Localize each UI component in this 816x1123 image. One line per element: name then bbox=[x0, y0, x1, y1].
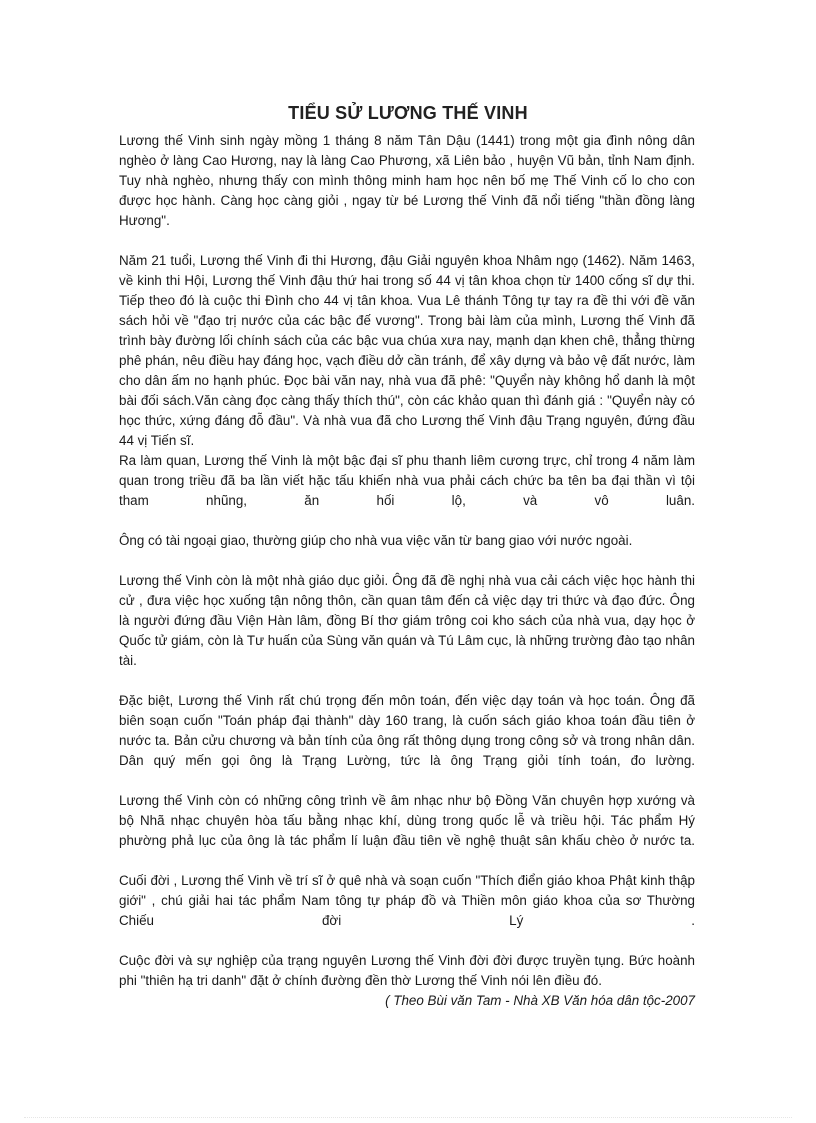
paragraph-education: Lương thế Vinh còn là một nhà giáo dục giỏi. Ông đã đề nghị nhà vua cải cách việc học hành thi cử , đưa việc học xuống tận nông thôn, cần quan tâm đến cả việc dạy tri thức và đạo đức. Ông là người đứng đầu Viện Hàn lâm, đồng Bí thơ giám trông coi kho sách của nhà vua, dạy học ở Quốc tử giám, còn là Tư huấn của Sùng văn quán và Tú Lâm cục, là những trường đào tạo nhân tài. bbox=[119, 573, 695, 668]
document-body bbox=[119, 131, 695, 1011]
paragraph-music: Lương thế Vinh còn có những công trình về âm nhạc như bộ Đồng Văn chuyên hợp xướng và bộ Nhã nhạc chuyên hòa tấu bằng nhạc khí, dùng trong quốc lễ và triều hội. Tác phẩm Hý phường phả lục của ông là tác phẩm lí luận đầu tiên về nghệ thuật sân khấu chèo ở nước ta. bbox=[119, 793, 695, 848]
paragraph-birth: Lương thế Vinh sinh ngày mồng 1 tháng 8 năm Tân Dậu (1441) trong một gia đình nông dân nghèo ở làng Cao Hương, nay là làng Cao Phương, xã Liên bảo , huyện Vũ bản, tỉnh Nam định. Tuy nhà nghèo, nhưng thấy con mình thông minh ham học nên bố mẹ Thế Vinh cố lo cho con được học hành. Càng học càng giỏi , ngay từ bé Lương thế Vinh đã nổi tiếng "thần đồng làng Hương". bbox=[119, 133, 695, 228]
page-bottom-divider bbox=[24, 1117, 792, 1118]
document-title: TIỂU SỬ LƯƠNG THẾ VINH bbox=[288, 103, 528, 123]
paragraph-official: Ra làm quan, Lương thế Vinh là một bậc đại sĩ phu thanh liêm cương trực, chỉ trong 4 năm làm quan trong triều đã ba lần viết hặc tấu khiến nhà vua phải cách chức ba tên ba đại thần vì tội tham nhũng, ăn hối lộ, và vô luân. bbox=[119, 453, 695, 508]
paragraph-retirement: Cuối đời , Lương thế Vinh về trí sĩ ở quê nhà và soạn cuốn "Thích điển giáo khoa Phật kinh thập giới" , chú giải hai tác phẩm Nam tông tự pháp đồ và Thiền môn giáo khoa của sơ Thường Chiếu đời Lý . bbox=[119, 873, 695, 928]
paragraph-mathematics: Đặc biệt, Lương thế Vinh rất chú trọng đến môn toán, đến việc dạy toán và học toán. Ông đã biên soạn cuốn "Toán pháp đại thành" dày 160 trang, là cuốn sách giáo khoa toán đầu tiên ở nước ta. Bản cửu chương và bản tính của ông rất thông dụng trong công sở và trong nhân dân. Dân quý mến gọi ông là Trạng Lường, tức là ông Trạng giỏi tính toán, đo lường. bbox=[119, 693, 695, 768]
paragraph-diplomacy: Ông có tài ngoại giao, thường giúp cho nhà vua việc văn từ bang giao với nước ngoài. bbox=[119, 533, 633, 548]
citation: ( Theo Bùi văn Tam - Nhà XB Văn hóa dân tộc-2007 bbox=[385, 993, 695, 1008]
paragraph-exams: Năm 21 tuổi, Lương thế Vinh đi thi Hương, đậu Giải nguyên khoa Nhâm ngọ (1462). Năm 1463, về kinh thi Hội, Lương thế Vinh đậu thứ hai trong số 44 vị tân khoa chọn từ 1400 cống sĩ dự thi. Tiếp theo đó là cuộc thi Đình cho 44 vị tân khoa. Vua Lê thánh Tông tự tay ra đề thi với đề văn sách hỏi về "đạo trị nước của các bậc đế vương". Trong bài làm của mình, Lương thế Vinh đã trình bày đường lối chính sách của các bậc vua chúa xưa nay, mạnh dạn khen chê, thẳng thừng phê phán, nêu điều hay đáng học, vạch điều dở cần tránh, để xây dựng và bảo vệ đất nước, làm cho dân ấm no hạnh phúc. Đọc bài văn nay, nhà vua đã phê: "Quyển này không hổ danh là một bài đối sách.Văn càng đọc càng thấy thích thú", còn các khảo quan thì đánh giá : "Quyển này có học thức, xứng đáng đỗ đầu". Và nhà vua đã cho Lương thế Vinh đậu Trạng nguyên, đứng đầu 44 vị Tiến sĩ. bbox=[119, 253, 695, 448]
paragraph-legacy: Cuộc đời và sự nghiệp của trạng nguyên Lương thế Vinh đời đời được truyền tụng. Bức hoành phi "thiên hạ tri danh" đặt ở chính đường đền thờ Lương thế Vinh nói lên điều đó. bbox=[119, 953, 695, 988]
